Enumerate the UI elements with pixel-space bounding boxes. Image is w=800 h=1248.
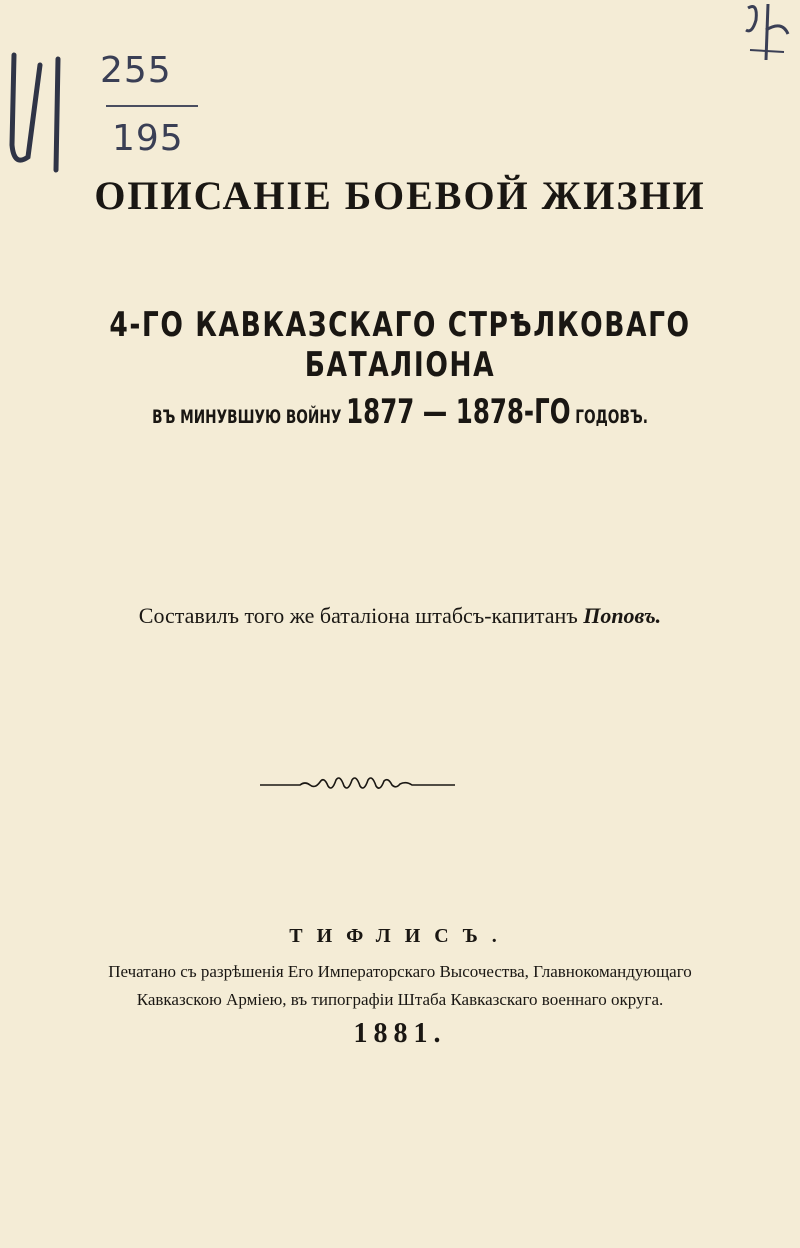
title-line-3-suffix: ГОДОВЪ. <box>570 406 648 428</box>
title-line-3-prefix: ВЪ МИНУВШУЮ ВОЙНУ <box>152 406 347 428</box>
shelfmark <box>100 50 210 180</box>
title-line-3 <box>112 392 688 432</box>
title-line-1: ОПИСАНІЕ БОЕВОЙ ЖИЗНИ <box>94 173 706 218</box>
imprint-year: 1881. <box>353 1018 447 1049</box>
shelfmark-bottom: 195 <box>112 118 184 159</box>
shelfmark-top: 255 <box>100 50 172 91</box>
author-line <box>0 603 800 629</box>
handwritten-margin-mark <box>8 45 66 175</box>
shelfmark-divider <box>106 105 198 107</box>
imprint-line-2: Кавказскою Арміею, въ типографіи Штаба Кавказскаго военнаго округа. <box>136 990 664 1009</box>
title-years: 1877 — 1878-ГО <box>346 392 571 432</box>
author-prefix: Составилъ того же баталіона штабсъ-капитанъ <box>138 603 584 628</box>
title-line-2: 4-ГО КАВКАЗСКАГО СТРѢЛКОВАГО БАТАЛІОНА <box>109 305 691 385</box>
imprint-city: ТИФЛИСЪ. <box>289 925 511 947</box>
imprint-line-1: Печатано съ разрѣшенія Его Императорскаго Высочества, Главнокомандующаго <box>108 962 692 981</box>
ornament-divider <box>260 772 455 794</box>
author-name: Поповъ. <box>583 603 662 628</box>
corner-scribble-mark <box>738 0 794 70</box>
